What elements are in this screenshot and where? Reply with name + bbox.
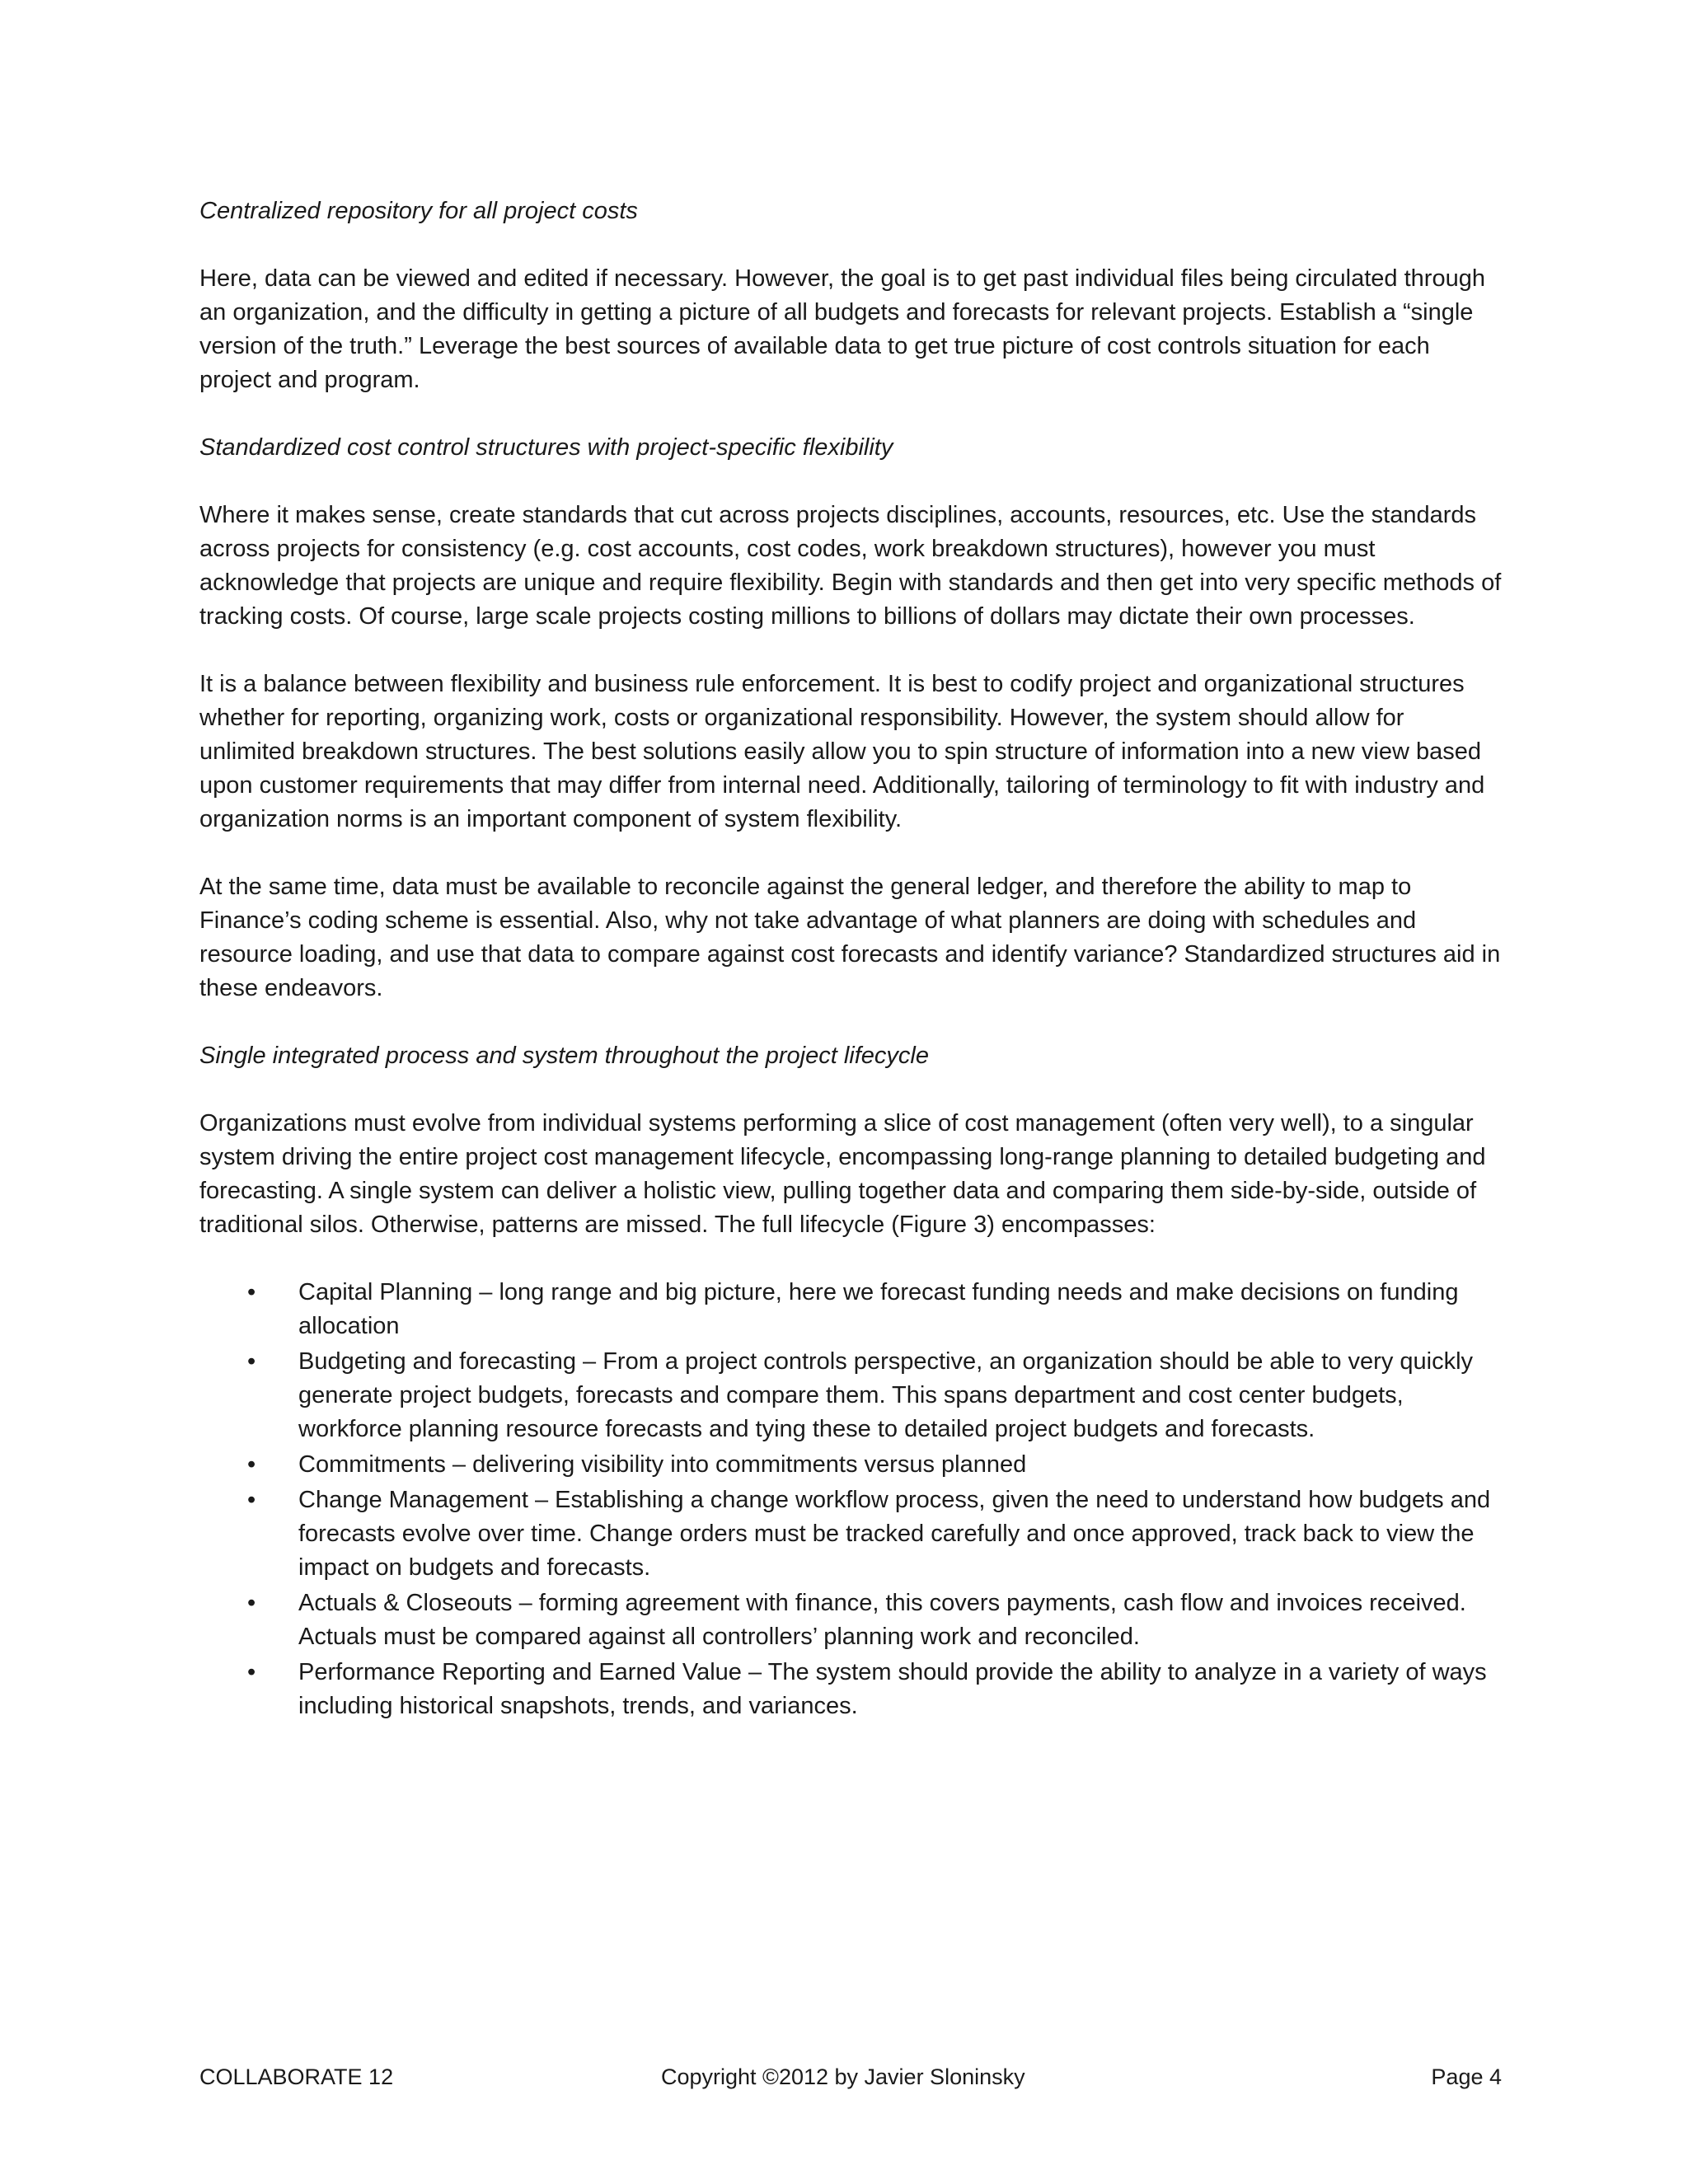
paragraph-flexibility-balance: It is a balance between flexibility and business rule enforcement. It is best to codify project and organizational structures whether for reporting, organizing work, costs or organizational responsibility. However, the system should allow for unlimited breakdown structures. The best solutions easily allow you to spin structure of information into a new view based upon customer requirements that may differ from internal need. Additionally, tailoring of terminology to fit with industry and organization norms is an important component of system flexibility.	[199, 671, 1485, 832]
bullet-text-capital-planning: Capital Planning – long range and big picture, here we forecast funding needs and make decisions on funding allocation	[298, 1279, 1459, 1339]
bullet-text-commitments: Commitments – delivering visibility into commitments versus planned	[298, 1451, 1027, 1478]
footer-conference: COLLABORATE 12	[199, 2064, 394, 2089]
section-heading-standardized-structures: Standardized cost control structures with project-specific flexibility	[199, 434, 893, 461]
paragraph-centralized-repository: Here, data can be viewed and edited if necessary. However, the goal is to get past individual files being circulated through an organization, and the difficulty in getting a picture of all budgets and forecasts for relevant projects. Establish a “single version of the truth.” Leverage the best sources of available data to get true picture of cost controls situation for each project and program.	[199, 265, 1485, 393]
bullet-text-performance-reporting: Performance Reporting and Earned Value – The system should provide the ability to analyze in a variety of ways including historical snapshots, trends, and variances.	[298, 1659, 1487, 1719]
bullet-icon: •	[247, 1279, 256, 1305]
bullet-icon: •	[247, 1659, 256, 1685]
page-footer	[199, 2060, 1502, 2093]
bullet-icon: •	[247, 1590, 256, 1616]
bullet-text-actuals-closeouts: Actuals & Closeouts – forming agreement with finance, this covers payments, cash flow and invoices received. Actuals must be compared against all controllers’ planning work and reconciled.	[298, 1590, 1466, 1650]
list-item	[199, 1276, 1502, 1343]
paragraph-integrated-system: Organizations must evolve from individual systems performing a slice of cost management (often very well), to a singular system driving the entire project cost management lifecycle, encompassing long-range planning to detailed budgeting and forecasting. A single system can deliver a holistic view, pulling together data and comparing them side-by-side, outside of traditional silos. Otherwise, patterns are missed. The full lifecycle (Figure 3) encompasses:	[199, 1110, 1486, 1238]
list-item	[199, 1483, 1502, 1585]
bullet-icon: •	[247, 1451, 256, 1478]
section-heading-centralized-repository: Centralized repository for all project costs	[199, 198, 638, 224]
document-body	[199, 194, 1502, 1725]
list-item	[199, 1656, 1502, 1723]
footer-page-number: Page 4	[1431, 2064, 1502, 2089]
section-heading-integrated-process: Single integrated process and system throughout the project lifecycle	[199, 1043, 929, 1069]
paragraph-general-ledger: At the same time, data must be available to reconcile against the general ledger, and therefore the ability to map to Finance’s coding scheme is essential. Also, why not take advantage of what planners are doing with schedules and resource loading, and use that data to compare against cost forecasts and identify variance? Standardized structures aid in these endeavors.	[199, 874, 1501, 1001]
bullet-icon: •	[247, 1348, 256, 1375]
bullet-text-budgeting: Budgeting and forecasting – From a project controls perspective, an organization should be able to very quickly generate project budgets, forecasts and compare them. This spans department and cost center budgets, workforce planning resource forecasts and tying these to detailed project budgets and forecasts.	[298, 1348, 1474, 1442]
bullet-icon: •	[247, 1487, 256, 1513]
lifecycle-bullet-list	[199, 1276, 1502, 1723]
bullet-text-change-management: Change Management – Establishing a change workflow process, given the need to understand how budgets and forecasts evolve over time. Change orders must be tracked carefully and once approved, track back to view the impact on budgets and forecasts.	[298, 1487, 1491, 1581]
list-item	[199, 1586, 1502, 1654]
footer-copyright: Copyright ©2012 by Javier Sloninsky	[661, 2064, 1025, 2089]
list-item	[199, 1345, 1502, 1446]
paragraph-standards: Where it makes sense, create standards that cut across projects disciplines, accounts, resources, etc. Use the standards across projects for consistency (e.g. cost accounts, cost codes, work breakdown structures), however you must acknowledge that projects are unique and require flexibility. Begin with standards and then get into very specific methods of tracking costs. Of course, large scale projects costing millions to billions of dollars may dictate their own processes.	[199, 502, 1502, 630]
list-item	[199, 1448, 1502, 1482]
